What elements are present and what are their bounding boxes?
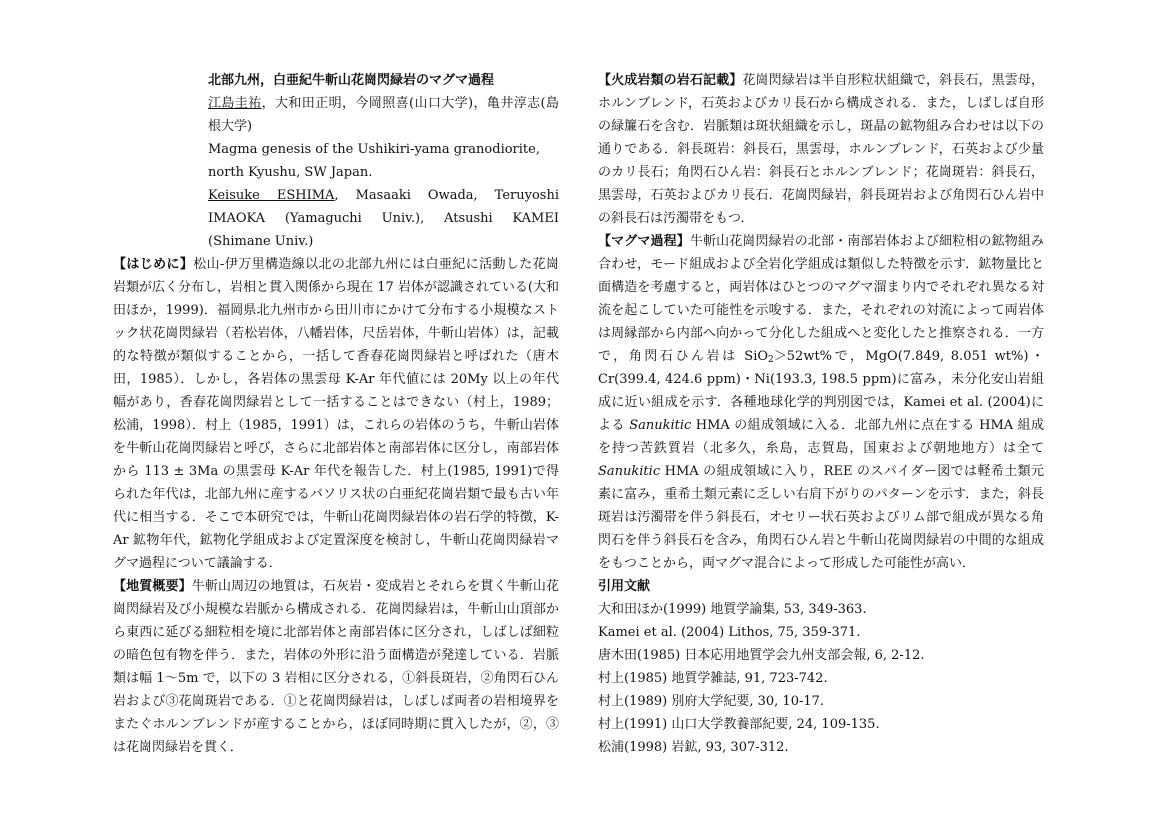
magma-section	[598, 230, 1044, 575]
reference-item: 村上(1991) 山口大学教養部紀要, 24, 109-135.	[598, 717, 880, 732]
reference-item: 村上(1989) 別府大学紀要, 30, 10-17.	[598, 694, 825, 709]
presenter-name-jp: 江島圭祐	[208, 96, 262, 111]
left-column	[113, 69, 559, 759]
sanukitic-italic-2: Sanukitic	[598, 464, 661, 479]
coauthors-en-1: , Masaaki Owada, Teruyoshi	[334, 188, 559, 203]
magma-text-2: ＞52wt%で，MgO(7.849, 8.051 wt%)・Cr(399.4, 424.6 ppm)・Ni(193.3, 198.5 ppm)に富み，未分化安山岩組成に近い組成を示す．各種地球化学的判別図では，Kamei et al. (2004)による	[598, 349, 1044, 433]
magma-text-1: 牛斬山花崗閃緑岩の北部・南部岩体および細粒相の鉱物組み合わせ，モード組成および全岩化学組成は類似した特徴を示す．鉱物量比と面構造を考慮すると，両岩体はひとつのマグマ溜まり内でそれぞれ異なる対流を起こしていた可能性を示唆する．また，それぞれの対流によって両岩体は周縁部から内部へ向かって分化した組成へと変化したと推察される．一方で，角閃石ひん岩は SiO	[598, 234, 1044, 364]
reference-item: 唐木田(1985) 日本応用地質学会九州支部会報, 6, 2-12.	[598, 648, 925, 663]
presenter-name-en: Keisuke ESHIMA	[208, 188, 335, 203]
reference-item: 大和田ほか(1999) 地質学論集, 53, 349-363.	[598, 602, 867, 617]
petrography-heading: 【火成岩類の岩石記載】	[598, 73, 743, 88]
right-column	[598, 69, 1044, 759]
magma-heading: 【マグマ過程】	[598, 234, 690, 249]
geology-section	[113, 575, 559, 759]
paper-title-en: Magma genesis of the Ushikiri-yama granodiorite, north Kyushu, SW Japan.	[208, 142, 540, 180]
petrography-section	[598, 69, 1044, 230]
intro-section	[113, 253, 559, 575]
coauthors-jp: ，大和田正明，今岡照喜(山口大学)，亀井淳志(島根大学)	[208, 96, 559, 134]
authors-en-line3: (Shimane Univ.)	[208, 234, 314, 249]
geology-heading: 【地質概要】	[113, 579, 192, 594]
sanukitic-italic-1: Sanukitic	[629, 418, 692, 433]
intro-heading: 【はじめに】	[113, 257, 194, 272]
reference-item: 松浦(1998) 岩鉱, 93, 307-312.	[598, 740, 789, 755]
reference-item: 村上(1985) 地質学雑誌, 91, 723-742.	[598, 671, 828, 686]
authors-en-line2: IMAOKA (Yamaguchi Univ.), Atsushi KAMEI	[208, 211, 559, 226]
paper-title-jp: 北部九州，白亜紀牛斬山花崗閃緑岩のマグマ過程	[208, 73, 495, 88]
intro-text: 松山-伊万里構造線以北の北部九州には白亜紀に活動した花崗岩類が広く分布し，岩相と貫入関係から現在 17 岩体が認識されている(大和田ほか，1999)．福岡県北九州市から田川市にかけて分布する小規模なストック状花崗閃緑岩（若松岩体，八幡岩体，尺岳岩体，牛斬山岩体）は，記載的な特徴が類似することから，一括して香春花崗閃緑岩と呼ばれた（唐木田，1985）．しかし，各岩体の黒雲母 K-Ar 年代値には 20My 以上の年代幅があり，香春花崗閃緑岩として一括することはできない（村上，1989；松浦，1998）．村上（1985，1991）は，これらの岩体のうち，牛斬山岩体を牛斬山花崗閃緑岩と呼び，さらに北部岩体と南部岩体に区分し，南部岩体から 113 ± 3Ma の黒雲母 K-Ar 年代を報告した．村上(1985, 1991)で得られた年代は，北部九州に産するバソリス状の白亜紀花崗岩類で最も古い年代に相当する．そこで本研究では，牛斬山花崗閃緑岩体の岩石学的特徴，K-Ar 鉱物年代，鉱物化学組成および定置深度を検討し，牛斬山花崗閃緑岩マグマ過程について議論する．	[113, 257, 559, 571]
references-heading: 引用文献	[598, 579, 651, 594]
sio2-subscript: 2	[768, 355, 774, 365]
header-block	[208, 69, 559, 253]
reference-item: Kamei et al. (2004) Lithos, 75, 359-371.	[598, 625, 861, 640]
magma-text-3: HMA の組成領域に入る．北部九州に点在する HMA 組成を持つ苦鉄質岩（北多久，糸島，志賀島，国東および朝地地方）は全て	[598, 418, 1044, 456]
authors-jp	[208, 92, 559, 138]
petrography-text: 花崗閃緑岩は半自形粒状組織で，斜長石，黒雲母，ホルンブレンド，石英およびカリ長石から構成される．また，しばしば自形の緑簾石を含む．岩脈類は斑状組織を示し，斑晶の鉱物組み合わせは以下の通りである．斜長斑岩：斜長石，黒雲母，ホルンブレンド，石英および少量のカリ長石；角閃石ひん岩：斜長石とホルンブレンド；花崗斑岩：斜長石，黒雲母，石英およびカリ長石．花崗閃緑岩，斜長斑岩および角閃石ひん岩中の斜長石は汚濁帯をもつ．	[598, 73, 1044, 226]
geology-text: 牛斬山周辺の地質は，石灰岩・変成岩とそれらを貫く牛斬山花崗閃緑岩及び小規模な岩脈から構成される．花崗閃緑岩は，牛斬山山頂部から東西に延びる細粒相を境に北部岩体と南部岩体に区分され，しばしば細粒の暗色包有物を伴う．また，岩体の外形に沿う面構造が発達している．岩脈類は幅 1〜5m で，以下の 3 岩相に区分される，①斜長斑岩，②角閃石ひん岩および③花崗斑岩である．①と花崗閃緑岩は，しばしば両者の岩相境界をまたぐホルンブレンドが産することから，ほぼ同時期に貫入したが，②，③は花崗閃緑岩を貫く．	[113, 579, 559, 755]
magma-text-4: HMA の組成領域に入り，REE のスパイダー図では軽希土類元素に富み，重希土類元素に乏しい右肩下がりのパターンを示す．また，斜長斑岩は汚濁帯を伴う斜長石，オセリー状石英およびリム部で組成が異なる角閃石を伴う斜長石を含み，角閃石ひん岩と牛斬山花崗閃緑岩の中間的な組成をもつことから，両マグマ混合によって形成した可能性が高い．	[598, 464, 1044, 571]
authors-en-line1	[208, 184, 559, 207]
